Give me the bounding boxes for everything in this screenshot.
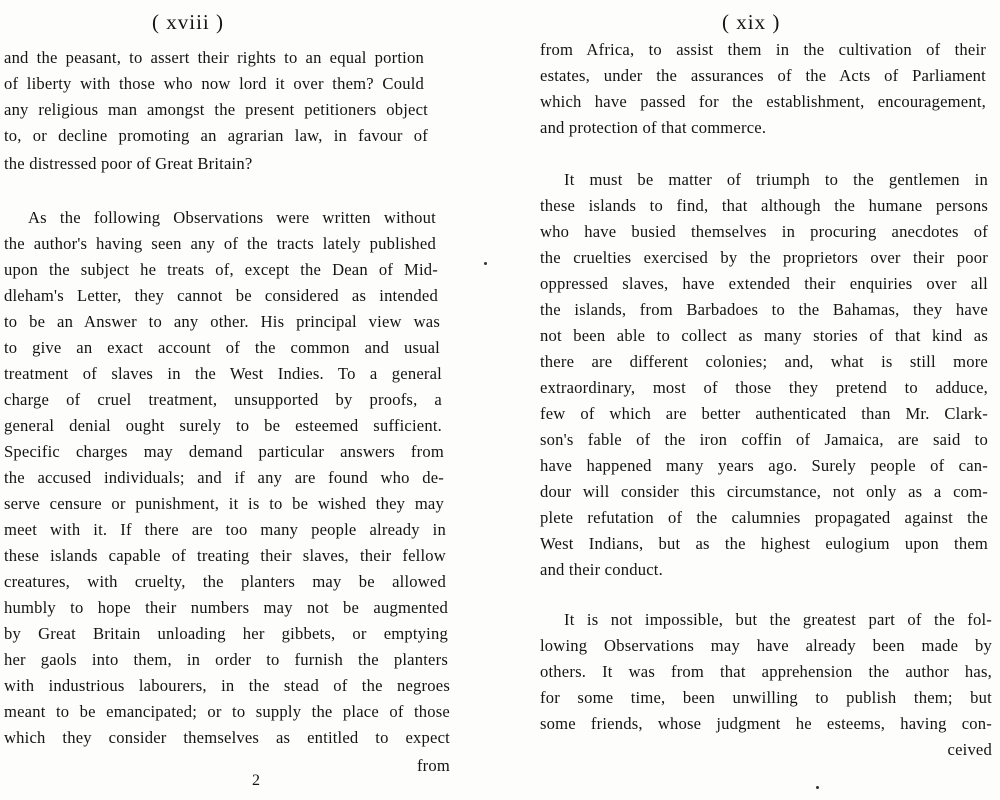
text-line: others. It was from that apprehension the author has, — [540, 662, 992, 681]
text-line: to give an exact account of the common and usual — [4, 338, 440, 357]
left-page-number: ( xviii ) — [152, 10, 224, 34]
text-line: these islands capable of treating their slaves, their fellow — [4, 546, 446, 565]
paragraph-first-line: As the following Observations were written without — [28, 208, 436, 227]
text-line: which they consider themselves as entitled to expect — [4, 728, 450, 747]
scan-speck — [816, 786, 819, 789]
text-line: and protection of that commerce. — [540, 118, 767, 137]
text-line: serve censure or punishment, it is to be wished they may — [4, 494, 444, 513]
scan-speck — [484, 262, 487, 265]
text-line: few of which are better authenticated than Mr. Clark- — [540, 404, 988, 423]
text-line: the accused individuals; and if any are found who de- — [4, 468, 444, 487]
text-line: West Indians, but as the highest eulogium upon them — [540, 534, 988, 553]
text-line: and the peasant, to assert their rights to an equal portion — [4, 48, 424, 67]
text-line: meet with it. If there are too many people already in — [4, 520, 446, 539]
text-line: dleham's Letter, they cannot be considered as intended — [4, 286, 438, 305]
left-page — [0, 0, 470, 800]
text-line: and their conduct. — [540, 560, 663, 579]
text-line: the islands, from Barbadoes to the Bahamas, they have — [540, 300, 988, 319]
text-line: dour will consider this circumstance, not only as a com- — [540, 482, 988, 501]
text-line: there are different colonies; and, what is still more — [540, 352, 988, 371]
text-line: humbly to hope their numbers may not be augmented — [4, 598, 448, 617]
text-line: extraordinary, most of those they pretend to adduce, — [540, 378, 988, 397]
right-page — [540, 0, 1000, 800]
text-line: charge of cruel treatment, unsupported by proofs, a — [4, 390, 442, 409]
paragraph-first-line: It must be matter of triumph to the gentlemen in — [564, 170, 988, 189]
text-line: creatures, with cruelty, the planters may be allowed — [4, 572, 446, 591]
text-line: Specific charges may demand particular answers from — [4, 442, 444, 461]
signature-mark: 2 — [252, 772, 260, 789]
text-line: some friends, whose judgment he esteems, having con- — [540, 714, 992, 733]
text-line: son's fable of the iron coffin of Jamaica, are said to — [540, 430, 988, 449]
text-line: her gaols into them, in order to furnish the planters — [4, 650, 448, 669]
text-line: any religious man amongst the present petitioners object — [4, 100, 428, 119]
text-line: the author's having seen any of the tracts lately published — [4, 234, 436, 253]
text-line: the cruelties exercised by the proprietors over their poor — [540, 248, 988, 267]
text-line: not been able to collect as many stories of that kind as — [540, 326, 988, 345]
text-line: treatment of slaves in the West Indies. To a general — [4, 364, 442, 383]
catchword: ceived — [947, 740, 992, 759]
text-line: of liberty with those who now lord it over them? Could — [4, 74, 424, 93]
text-line: which have passed for the establishment, encouragement, — [540, 92, 986, 111]
text-line: oppressed slaves, have extended their enquiries over all — [540, 274, 988, 293]
text-line: these islands to find, that although the humane persons — [540, 196, 988, 215]
text-line: lowing Observations may have already been made by — [540, 636, 992, 655]
text-line: have happened many years ago. Surely people of can- — [540, 456, 988, 475]
text-line: general denial ought surely to be esteemed sufficient. — [4, 416, 442, 435]
text-line: meant to be emancipated; or to supply the place of those — [4, 702, 450, 721]
paragraph-first-line: It is not impossible, but the greatest part of the fol- — [564, 610, 992, 629]
right-page-number: ( xix ) — [722, 10, 781, 34]
text-line: for some time, been unwilling to publish them; but — [540, 688, 992, 707]
text-line: by Great Britain unloading her gibbets, or emptying — [4, 624, 448, 643]
text-line: to be an Answer to any other. His principal view was — [4, 312, 440, 331]
text-line: who have busied themselves in procuring anecdotes of — [540, 222, 988, 241]
text-line: the distressed poor of Great Britain? — [4, 154, 253, 173]
text-line: plete refutation of the calumnies propagated against the — [540, 508, 988, 527]
text-line: from Africa, to assist them in the cultivation of their — [540, 40, 986, 59]
catchword: from — [416, 756, 450, 775]
text-line: with industrious labourers, in the stead of the negroes — [4, 676, 450, 695]
text-line: upon the subject he treats of, except the Dean of Mid- — [4, 260, 438, 279]
gutter — [470, 0, 540, 800]
text-line: to, or decline promoting an agrarian law, in favour of — [4, 126, 428, 145]
text-line: estates, under the assurances of the Acts of Parliament — [540, 66, 986, 85]
